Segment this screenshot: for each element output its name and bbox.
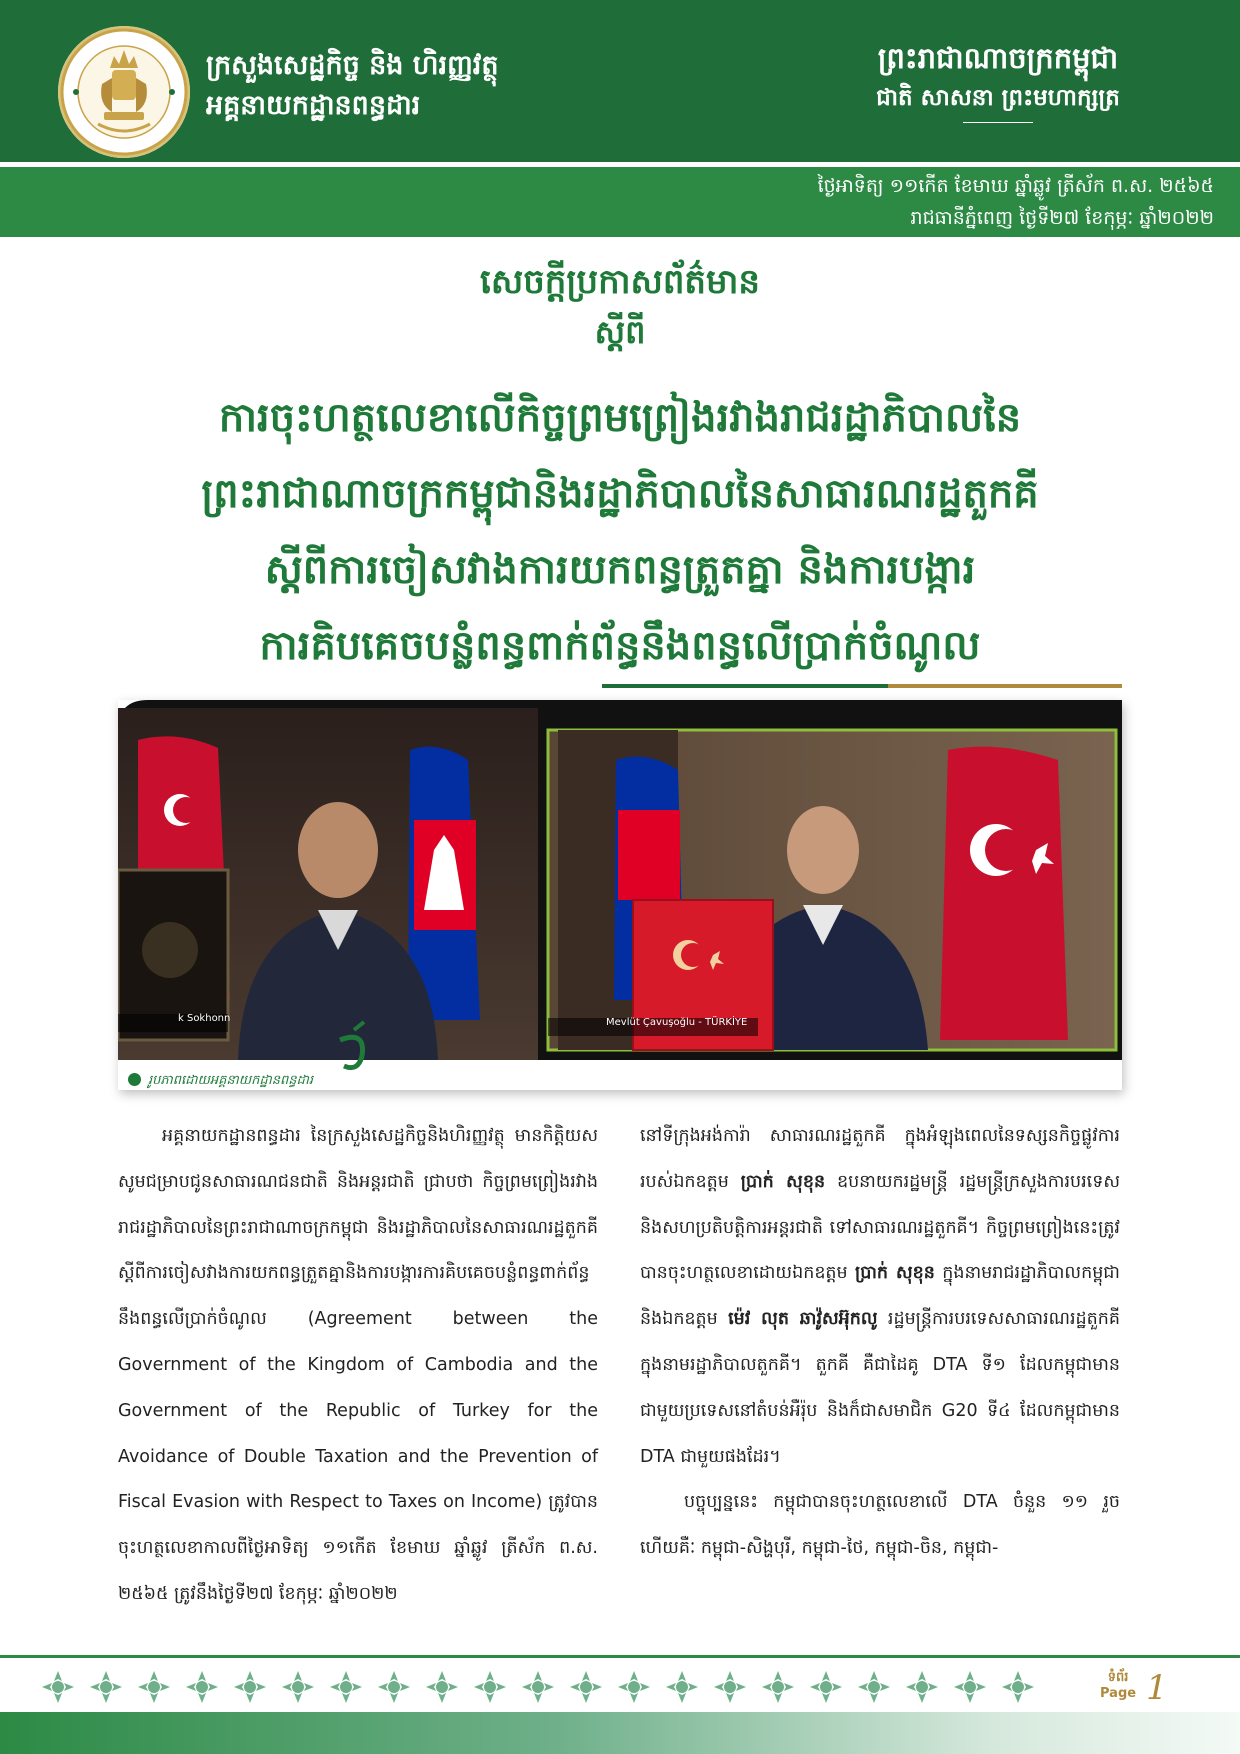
camera-icon [128, 1073, 141, 1086]
motto-divider [963, 122, 1033, 123]
page-number: 1 [1146, 1668, 1168, 1708]
official-name: ប្រាក់ សុខុន [740, 1171, 826, 1192]
solar-date: រាជធានីភ្នំពេញ ថ្ងៃទី២៧ ខែកុម្ភៈ ឆ្នាំ២០២២ [910, 207, 1214, 229]
footer-ornament-border [34, 1663, 1074, 1711]
gdt-emblem-logo [58, 26, 190, 158]
ministry-line-2: អគ្គនាយកដ្ឋានពន្ធដារ [206, 90, 421, 121]
title-block [60, 258, 1180, 684]
official-name: ម៉េវ លុត ឆាវ៉ូសអ៊ុកលូ [728, 1309, 878, 1330]
photo-credit: រូបភាពដោយអគ្គនាយកដ្ឋានពន្ធដារ [148, 1073, 314, 1088]
headline-line: ស្តីពីការចៀសវាងការយកពន្ធត្រួតគ្នា និងការបង្ការ [264, 547, 976, 593]
kingdom-name: ព្រះរាជាណាចក្រកម្ពុជា [877, 41, 1119, 75]
date-block [818, 170, 1214, 234]
footer-rule [0, 1655, 1240, 1658]
ministry-line-1: ក្រសួងសេដ្ឋកិច្ច និង ហិរញ្ញវត្ថុ [206, 50, 499, 81]
headline [60, 380, 1180, 684]
body-paragraph [640, 1114, 1120, 1480]
lunar-date: ថ្ងៃអាទិត្យ ១១កើត ខែមាឃ ឆ្នាំឆ្លូវ ត្រីស័ក ព.ស. ២៥៦៥ [817, 175, 1214, 197]
page-label-en: Page [1100, 1686, 1137, 1701]
right-participant-caption: Mevlüt Çavuşoğlu - TÜRKİYE [606, 1017, 748, 1028]
body-text: ក្នុងនាមរាជរដ្ឋាភិបាលកម្ពុជា និងឯកឧត្តម [640, 1263, 1120, 1330]
title-about: ស្តីពី [594, 313, 646, 351]
signing-photo [118, 700, 1122, 1090]
left-participant-caption: k Sokhonn [178, 1013, 231, 1024]
national-motto: ជាតិ សាសនា ព្រះមហាក្សត្រ [876, 85, 1120, 111]
body-text: រដ្ឋមន្ត្រីការបរទេសសាធារណរដ្ឋតួកគី ក្នុងនាមរដ្ឋាភិបាលតួកគី។ តួកគី គឺជាដៃគូ DTA ទី១ ដែលកម្ពុជាមានជាមួយប្រទេសនៅតំបន់អឺរ៉ុប និងក៏ជាសមាជិក G20 ទី៤ ដែលកម្ពុជាមាន DTA ជាមួយផងដែរ។ [640, 1309, 1120, 1467]
headline-line: ការចុះហត្ថលេខាលើកិច្ចព្រមព្រៀងរវាងរាជរដ្ឋាភិបាលនៃ [218, 395, 1022, 441]
headline-line: ការគិបគេចបន្លំពន្ធពាក់ព័ន្ធនឹងពន្ធលើប្រាក់ចំណូល [259, 623, 981, 669]
body-text: នៅទីក្រុងអង់ការ៉ា សាធារណរដ្ឋតួកគី ក្នុងអំឡុងពេលនៃទស្សនកិច្ចផ្លូវការរបស់ឯកឧត្តម [640, 1126, 1120, 1192]
body-column-left [118, 1114, 598, 1618]
press-release-title: សេចក្តីប្រកាសព័ត៌មាន [480, 262, 760, 302]
body-paragraph: បច្ចុប្បន្ននេះ កម្ពុជាបានចុះហត្ថលេខាលើ DTA ចំនួន ១១ រួចហើយគឺៈ កម្ពុជា-សិង្ហបុរី, កម្ពុជា-ថៃ, កម្ពុជា-ចិន, កម្ពុជា- [640, 1492, 1120, 1559]
page-label-km: ទំព័រ [1107, 1670, 1129, 1685]
ministry-name [206, 46, 499, 126]
page-label [1100, 1670, 1136, 1702]
footer-band [0, 1712, 1240, 1754]
title-underline [602, 684, 1122, 688]
headline-line: ព្រះរាជាណាចក្រកម្ពុជានិងរដ្ឋាភិបាលនៃសាធារណរដ្ឋតួកគី [201, 471, 1039, 517]
kingdom-block [848, 36, 1148, 123]
official-name: ប្រាក់ សុខុន [855, 1263, 935, 1284]
body-column-right [640, 1114, 1120, 1572]
body-paragraph: អគ្គនាយកដ្ឋានពន្ធដារ នៃក្រសួងសេដ្ឋកិច្ចនិងហិរញ្ញវត្ថុ មានកិត្តិយសសូមជម្រាបជូនសាធារណជនជាតិ និងអន្តរជាតិ ជ្រាបថា កិច្ចព្រមព្រៀងរវាងរាជរដ្ឋាភិបាលនៃព្រះរាជាណាចក្រកម្ពុជា និងរដ្ឋាភិបាលនៃសាធារណរដ្ឋតួកគី ស្តីពីការចៀសវាងការយកពន្ធត្រួតគ្នានិងការបង្ការការគិបគេចបន្លំពន្ធពាក់ព័ន្ធនឹងពន្ធលើប្រាក់ចំណូល (Agreement between the Government of the Kingdom of Cambodia and the Government of the Republic of Turkey for the Avoidance of Double Taxation and the Prevention of Fiscal Evasion with Respect to Taxes on Income) ត្រូវបានចុះហត្ថលេខាកាលពីថ្ងៃអាទិត្យ ១១កើត ខែមាឃ ឆ្នាំឆ្លូវ ត្រីស័ក ព.ស. ២៥៦៥ ត្រូវនឹងថ្ងៃទី២៧ ខែកុម្ភៈ ឆ្នាំ២០២២ [118, 1126, 598, 1604]
body-text: ឧបនាយករដ្ឋមន្ត្រី រដ្ឋមន្ត្រីក្រសួងការបរទេសនិងសហប្រតិបត្តិការអន្តរជាតិ ទៅសាធារណរដ្ឋតួកគី។ កិច្ចព្រមព្រៀងនេះត្រូវបានចុះហត្ថលេខាដោយឯកឧត្តម [640, 1171, 1120, 1284]
